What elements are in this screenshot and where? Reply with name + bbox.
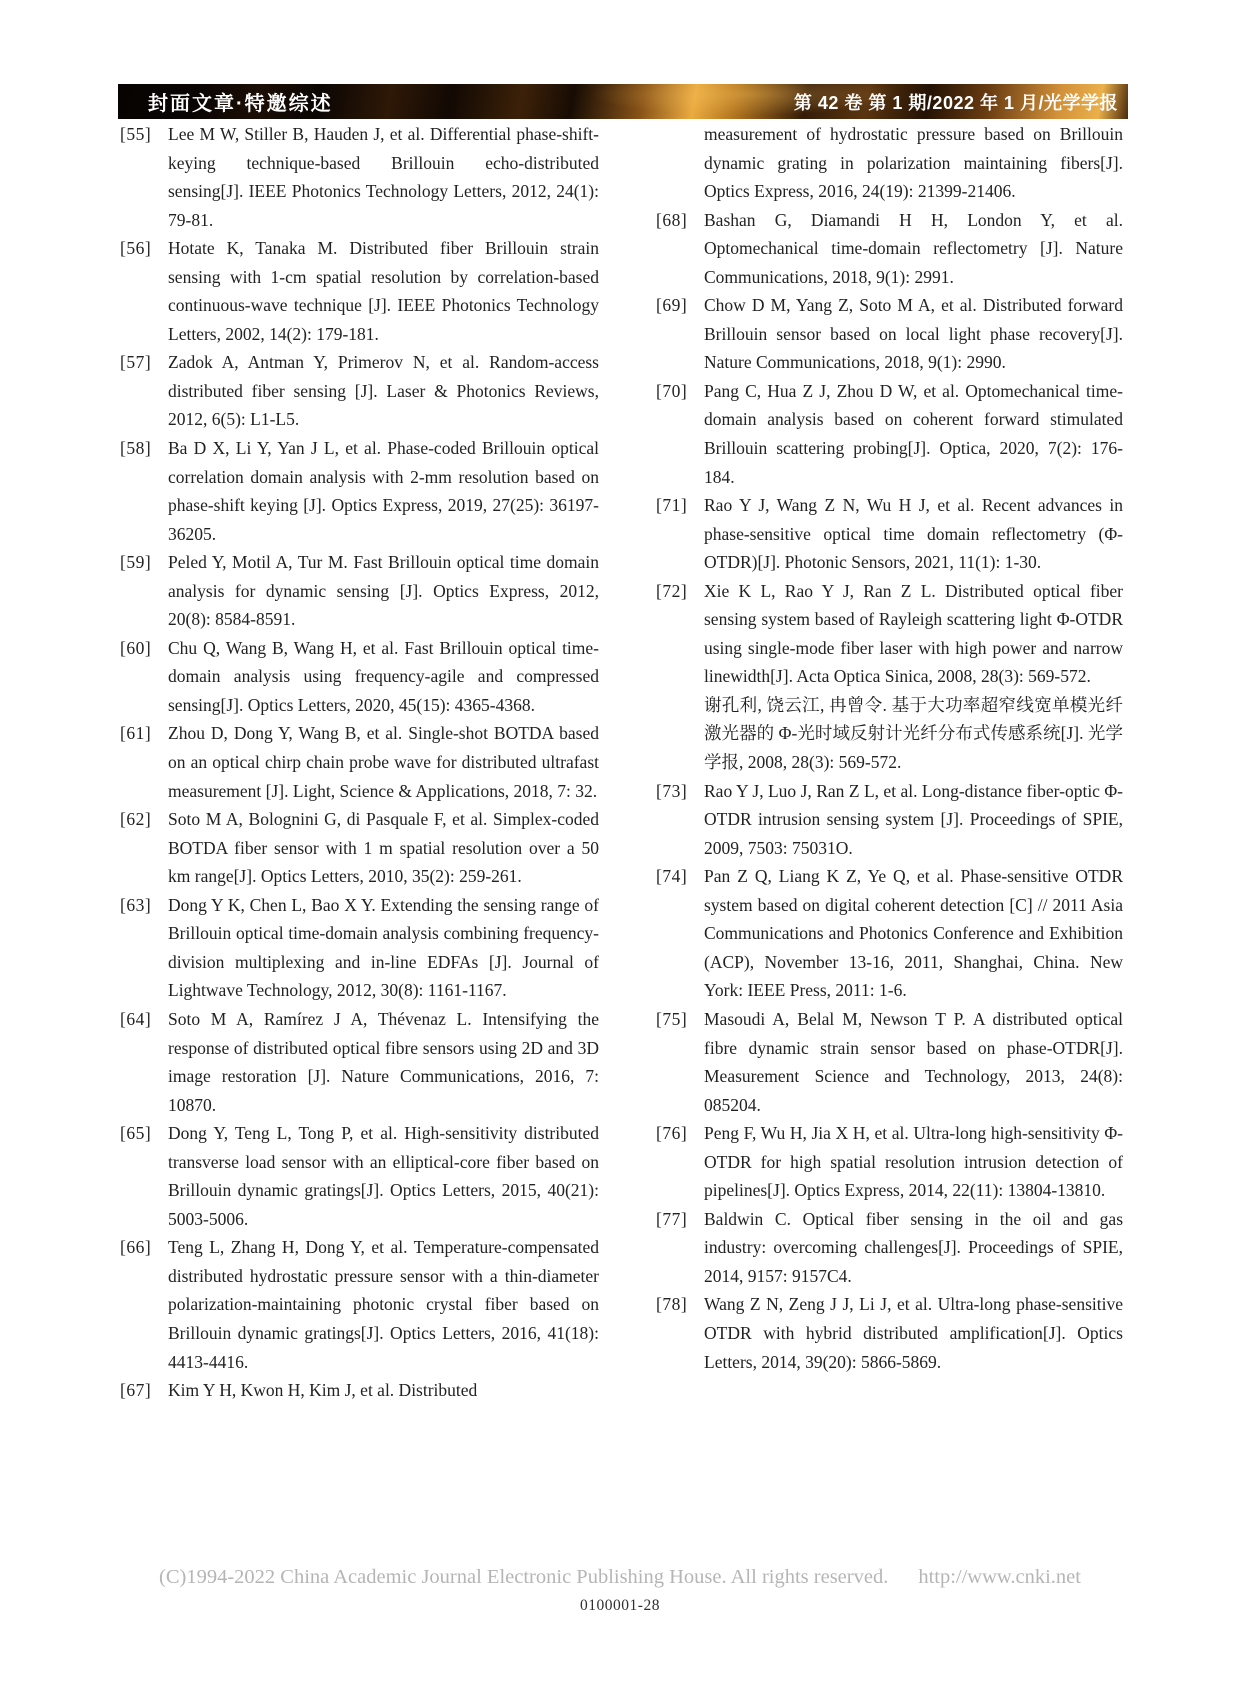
reference-text: Teng L, Zhang H, Dong Y, et al. Temperature-compensated distributed hydrostatic pressure sensor with a thin-diameter polarization-maintaining photonic crystal fiber based on Brillouin dynamic gratings[J]. Optics Letters, 2016, 41(18): 4413-4416. [168, 1237, 599, 1372]
reference-item [656, 862, 1123, 1005]
reference-item [656, 291, 1123, 377]
reference-item [120, 1376, 599, 1405]
reference-text-chinese: 谢孔利, 饶云江, 冉曾令. 基于大功率超窄线宽单模光纤激光器的 Φ-光时域反射计光纤分布式传感系统[J]. 光学学报, 2008, 28(3): 569-572. [704, 694, 1123, 773]
reference-text: Dong Y, Teng L, Tong P, et al. High-sensitivity distributed transverse load sensor with an elliptical-core fiber based on Brillouin dynamic gratings[J]. Optics Letters, 2015, 40(21): 5003-5006. [168, 1123, 599, 1229]
reference-number: [71] [656, 495, 688, 516]
reference-text: Zadok A, Antman Y, Primerov N, et al. Random-access distributed fiber sensing [J]. Laser & Photonics Reviews, 2012, 6(5): L1-L5. [168, 352, 599, 430]
reference-item [120, 1233, 599, 1376]
reference-text: Pang C, Hua Z J, Zhou D W, et al. Optomechanical time-domain analysis based on coherent forward stimulated Brillouin scattering probing[J]. Optica, 2020, 7(2): 176-184. [704, 380, 1123, 487]
reference-number: [68] [656, 209, 688, 230]
reference-item [120, 120, 599, 234]
reference-number: [59] [120, 552, 152, 573]
copyright-text: (C)1994-2022 China Academic Journal Electronic Publishing House. All rights reserved. [159, 1566, 889, 1588]
reference-text: Peled Y, Motil A, Tur M. Fast Brillouin optical time domain analysis for dynamic sensing [J]. Optics Express, 2012, 20(8): 8584-8591. [168, 552, 599, 630]
reference-item [656, 206, 1123, 292]
reference-item [656, 1005, 1123, 1119]
reference-text: measurement of hydrostatic pressure based on Brillouin dynamic grating in polarization maintaining fibers[J]. Optics Express, 2016, 24(19): 21399-21406. [704, 124, 1123, 202]
reference-item [120, 234, 599, 348]
reference-item [120, 548, 599, 634]
section-label: 封面文章·特邀综述 [148, 93, 333, 115]
reference-text: Chu Q, Wang B, Wang H, et al. Fast Brillouin optical time-domain analysis using frequency-agile and compressed sensing[J]. Optics Letters, 2020, 45(15): 4365-4368. [168, 637, 599, 715]
reference-text: Peng F, Wu H, Jia X H, et al. Ultra-long high-sensitivity Φ-OTDR for high spatial resolution intrusion detection of pipelines[J]. Optics Express, 2014, 22(11): 13804-13810. [704, 1123, 1123, 1201]
reference-text: Baldwin C. Optical fiber sensing in the oil and gas industry: overcoming challenges[J]. Proceedings of SPIE, 2014, 9157: 9157C4. [704, 1208, 1123, 1286]
references-column-right [656, 120, 1123, 1376]
reference-item [120, 434, 599, 548]
reference-item [120, 1005, 599, 1119]
reference-item [120, 634, 599, 720]
reference-number: [65] [120, 1123, 152, 1144]
reference-number: [74] [656, 866, 688, 887]
reference-text: Dong Y K, Chen L, Bao X Y. Extending the sensing range of Brillouin optical time-domain analysis combining frequency-division multiplexing and in-line EDFAs [J]. Journal of Lightwave Technology, 2012, 30(8): 1161-1167. [168, 894, 599, 1001]
reference-text: Rao Y J, Luo J, Ran Z L, et al. Long-distance fiber-optic Φ-OTDR intrusion sensing system [J]. Proceedings of SPIE, 2009, 7503: 75031O. [704, 780, 1123, 858]
cnki-url: http://www.cnki.net [918, 1566, 1081, 1588]
reference-text: Bashan G, Diamandi H H, London Y, et al. Optomechanical time-domain reflectometry [J]. Nature Communications, 2018, 9(1): 2991. [704, 209, 1123, 287]
references-column-left [120, 120, 599, 1405]
reference-item [656, 120, 1123, 206]
reference-text: Chow D M, Yang Z, Soto M A, et al. Distributed forward Brillouin sensor based on local light phase recovery[J]. Nature Communications, 2018, 9(1): 2990. [704, 295, 1123, 373]
reference-number: [70] [656, 380, 688, 401]
reference-number: [62] [120, 809, 152, 830]
reference-text: Wang Z N, Zeng J J, Li J, et al. Ultra-long phase-sensitive OTDR with hybrid distributed amplification[J]. Optics Letters, 2014, 39(20): 5866-5869. [704, 1294, 1123, 1372]
journal-issue-label: 第 42 卷 第 1 期/2022 年 1 月/光学学报 [793, 92, 1118, 113]
reference-text: Zhou D, Dong Y, Wang B, et al. Single-shot BOTDA based on an optical chirp chain probe wave for distributed ultrafast measurement [J]. Light, Science & Applications, 2018, 7: 32. [168, 723, 599, 801]
reference-item [656, 777, 1123, 863]
reference-number: [60] [120, 637, 152, 658]
copyright-line [0, 1566, 1240, 1589]
reference-text: Rao Y J, Wang Z N, Wu H J, et al. Recent advances in phase-sensitive optical time domain reflectometry (Φ-OTDR)[J]. Photonic Sensors, 2021, 11(1): 1-30. [704, 495, 1123, 573]
reference-number: [67] [120, 1380, 152, 1401]
reference-number: [78] [656, 1294, 688, 1315]
reference-text: Masoudi A, Belal M, Newson T P. A distributed optical fibre dynamic strain sensor based on phase-OTDR[J]. Measurement Science and Technology, 2013, 24(8): 085204. [704, 1008, 1123, 1115]
reference-item [120, 805, 599, 891]
reference-number: [55] [120, 124, 152, 144]
reference-text: Xie K L, Rao Y J, Ran Z L. Distributed optical fiber sensing system based of Rayleigh scattering light Φ-OTDR using single-mode fiber laser with high power and narrow linewidth[J]. Acta Optica Sinica, 2008, 28(3): 569-572. [704, 580, 1123, 687]
reference-number: [69] [656, 295, 688, 316]
reference-item [656, 1119, 1123, 1205]
reference-item [656, 1205, 1123, 1291]
reference-number: [63] [120, 894, 152, 915]
reference-item [656, 377, 1123, 491]
reference-number: [66] [120, 1237, 152, 1258]
reference-number: [77] [656, 1208, 688, 1229]
reference-text: Pan Z Q, Liang K Z, Ye Q, et al. Phase-sensitive OTDR system based on digital coherent detection [C] // 2011 Asia Communications and Photonics Conference and Exhibition (ACP), November 13-16, 2011, Shanghai, China. New York: IEEE Press, 2011: 1-6. [704, 866, 1123, 1001]
reference-number: [76] [656, 1123, 688, 1144]
reference-text: Kim Y H, Kwon H, Kim J, et al. Distributed [168, 1380, 478, 1401]
reference-text: Hotate K, Tanaka M. Distributed fiber Brillouin strain sensing with 1-cm spatial resolution by correlation-based continuous-wave technique [J]. IEEE Photonics Technology Letters, 2002, 14(2): 179-181. [168, 238, 599, 344]
reference-text: Ba D X, Li Y, Yan J L, et al. Phase-coded Brillouin optical correlation domain analysis with 2-mm resolution based on phase-shift keying [J]. Optics Express, 2019, 27(25): 36197-36205. [168, 438, 599, 544]
reference-number: [72] [656, 580, 688, 601]
reference-number: [75] [656, 1008, 688, 1029]
reference-item [656, 1290, 1123, 1376]
reference-text: Soto M A, Bolognini G, di Pasquale F, et al. Simplex-coded BOTDA fiber sensor with 1 m spatial resolution over a 50 km range[J]. Optics Letters, 2010, 35(2): 259-261. [168, 809, 599, 887]
reference-item [656, 577, 1123, 777]
reference-item [120, 1119, 599, 1233]
reference-item [120, 891, 599, 1005]
reference-item [120, 348, 599, 434]
reference-number: [58] [120, 438, 152, 459]
reference-item [656, 491, 1123, 577]
reference-number: [61] [120, 723, 152, 744]
reference-text: Lee M W, Stiller B, Hauden J, et al. Differential phase-shift-keying technique-based Brillouin echo-distributed sensing[J]. IEEE Photonics Technology Letters, 2012, 24(1): 79-81. [168, 124, 599, 230]
reference-number: [73] [656, 780, 688, 801]
reference-number: [57] [120, 352, 152, 373]
reference-text: Soto M A, Ramírez J A, Thévenaz L. Intensifying the response of distributed optical fibre sensors using 2D and 3D image restoration [J]. Nature Communications, 2016, 7: 10870. [168, 1008, 599, 1115]
reference-number: [56] [120, 238, 152, 259]
reference-number: [64] [120, 1008, 152, 1029]
reference-item [120, 719, 599, 805]
header-band [118, 84, 1128, 119]
page-number: 0100001-28 [580, 1597, 660, 1614]
